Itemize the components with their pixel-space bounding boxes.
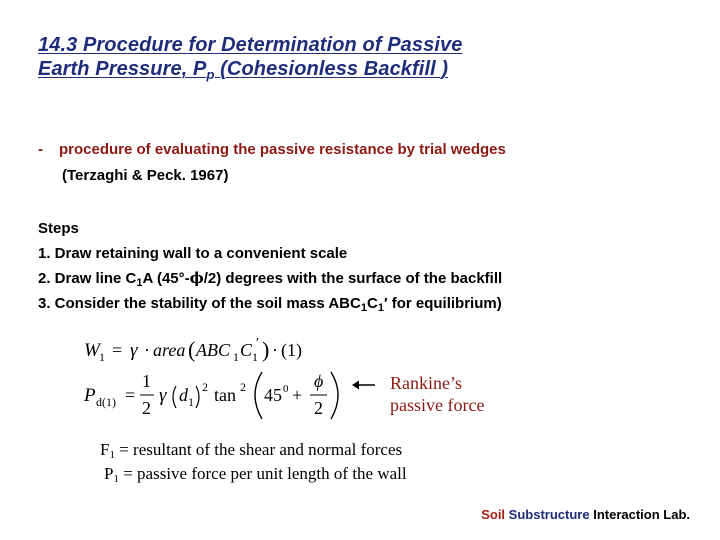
eq2-d: d [179,385,188,405]
eq2-d-square: 2 [202,380,208,394]
eq2-rparen [196,386,199,408]
eq1-prime: ′ [256,336,260,351]
eq2-d-sub: 1 [188,395,194,409]
eq1-sub-2: 1 [252,350,258,364]
step-3 [38,291,502,316]
def2-subscript: 1 [113,473,119,485]
eq2-lhs: P [84,385,96,406]
def1-subscript: 1 [109,449,115,461]
step-3-part-a: 3. Consider the stability of the soil mass ABC [38,295,361,312]
eq2-tan-square: 2 [240,380,246,394]
step-2-subscript: 1 [136,277,143,289]
step-2-part-c: /2) degrees with the surface of the backfill [203,270,503,287]
eq1-lhs: W [84,340,100,361]
eq2-lhs-sub: d(1) [96,395,116,409]
title-line-2-prefix: Earth Pressure, P [38,58,207,80]
eq2-tan: tan [214,385,236,405]
step-3-subscript-2: 1 [377,302,384,314]
bullet-item [38,138,506,162]
eq2-frac-den: 2 [142,398,151,418]
step-2-part-b: A (45°- [142,270,190,287]
eq2-phi: ϕ [314,371,324,391]
step-2-part-a: 2. Draw line C [38,270,137,287]
title-subscript: p [206,67,215,82]
bullet-reference: (Terzaghi & Peck. 1967) [62,167,229,184]
definition-f1 [100,438,407,462]
step-1: 1. Draw retaining wall to a convenient scale [38,245,348,262]
rankine-line-1: Rankine’s [390,373,462,393]
eq2-frac-num: 1 [142,371,151,391]
step-3-subscript-1: 1 [360,302,367,314]
def2-text: = passive force per unit length of the wall [118,464,407,483]
def1-text: = resultant of the shear and normal forces [114,440,403,459]
eq1-dot: · [144,340,150,360]
eq2-lparen [173,386,176,408]
eq2-degree: 0 [283,383,289,395]
eq1-c: C [240,340,253,360]
rankine-annotation [390,372,484,416]
eq2-plus: + [292,385,303,405]
eq1-rparen: ) [262,337,270,362]
definition-p1 [100,462,407,486]
phi-symbol: ϕ [189,269,204,287]
def2-symbol: P [104,464,114,483]
eq2-equals: = [125,385,136,405]
title-line-2 [38,57,638,81]
steps-list [38,216,502,316]
eq1-lhs-sub: 1 [99,350,105,364]
eq1-equals: = [112,340,123,360]
eq1-gamma: γ [130,340,138,361]
eq1-abc: ABC [196,340,230,360]
equation-weight [84,336,324,366]
footer-soil: Soil [481,507,506,522]
eq1-tag: (1) [281,340,302,360]
left-arrow-icon [351,377,377,393]
eq2-gamma: γ [159,385,167,406]
eq2-angle: 45 [264,385,282,405]
title-line-1: 14.3 Procedure for Determination of Passive [38,34,463,56]
footer-lab-name [481,507,690,523]
eq1-area: area [153,340,186,360]
footer-substructure: Substructure [508,507,590,522]
eq1-sub-1: 1 [233,350,239,364]
footer-interaction-lab: Interaction Lab. [593,507,690,522]
eq2-big-rparen [331,372,338,419]
eq1-dot-2: · [272,340,278,360]
eq1-lparen: ( [188,337,196,362]
eq2-big-lparen [255,372,262,419]
rankine-line-2: passive force [390,395,485,415]
title-line-2-suffix: (Cohesionless Backfill ) [214,58,449,80]
eq2-phi-den: 2 [314,398,323,418]
definitions [100,438,407,486]
step-2 [38,266,502,291]
step-3-part-b: C [366,295,378,312]
steps-heading: Steps [38,220,79,237]
slide-title [38,33,638,81]
bullet-dash: - [38,141,43,158]
bullet-text: procedure of evaluating the passive resistance by trial wedges [59,141,506,158]
step-3-part-c: ′ for equilibrium) [383,295,502,312]
def1-symbol: F [100,440,110,459]
equation-passive-force [84,366,349,424]
